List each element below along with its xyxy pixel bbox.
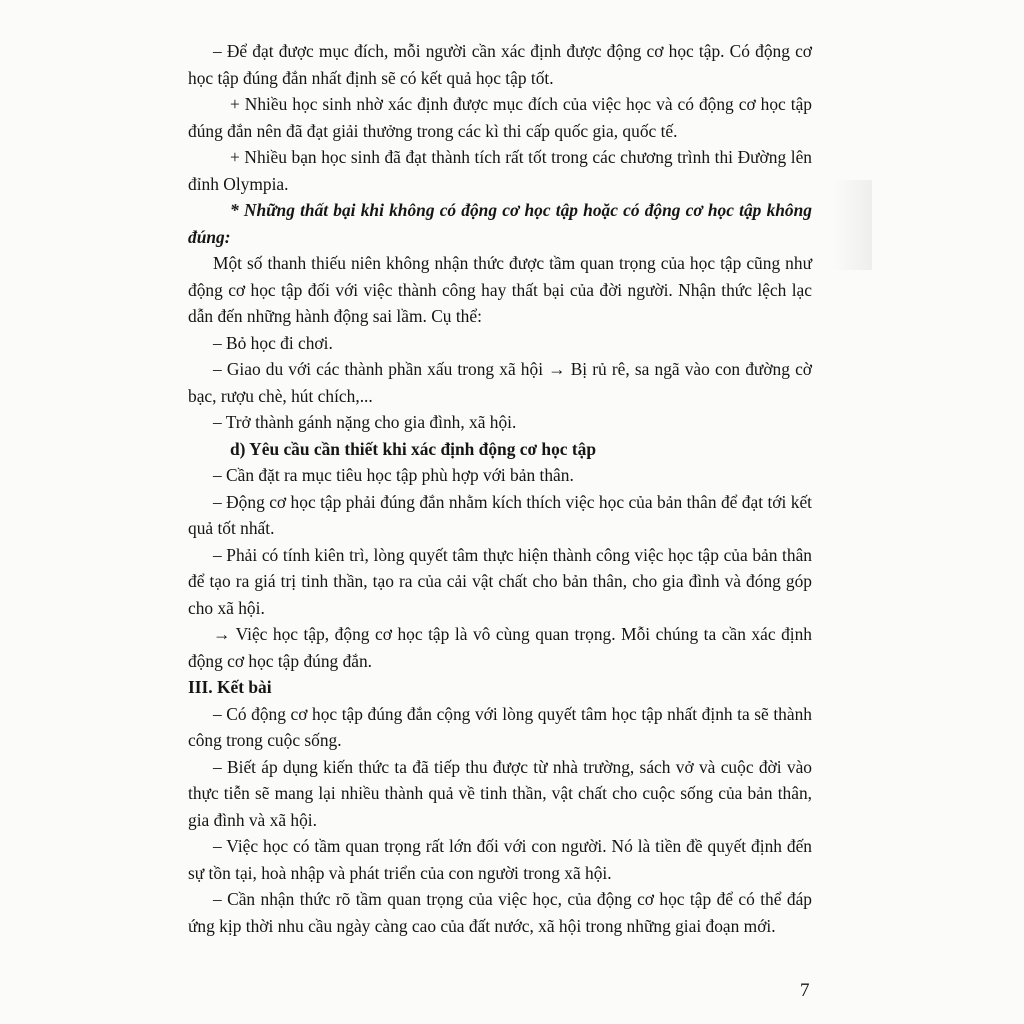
page-body [188,38,812,939]
paragraph-misperception: Một số thanh thiếu niên không nhận thức được tầm quan trọng của học tập cũng như động cơ học tập đối với việc thành công hay thất bại của đời người. Nhận thức lệch lạc dẫn đến những hành động sai lầm. Cụ thể: [188,253,812,326]
section-heading-conclusion: III. Kết bài [188,677,272,697]
subheading-failures: * Những thất bại khi không có động cơ học tập hoặc có động cơ học tập không đúng: [188,200,812,247]
paragraph-goal: – Để đạt được mục đích, mỗi người cần xác định được động cơ học tập. Có động cơ học tập đúng đắn nhất định sẽ có kết quả học tập tốt. [188,41,812,88]
paragraph-awareness: – Cần nhận thức rõ tầm quan trọng của việc học, của động cơ học tập để có thể đáp ứng kịp thời nhu cầu ngày càng cao của đất nước, xã hội trong những giai đoạn mới. [188,889,812,936]
paragraph-national-awards: + Nhiều học sinh nhờ xác định được mục đích của việc học và có động cơ học tập đúng đắn nên đã đạt giải thưởng trong các kì thi cấp quốc gia, quốc tế. [188,94,812,141]
page-edge-shadow [832,180,872,270]
paragraph-skip-school: – Bỏ học đi chơi. [213,332,333,353]
paragraph-apply-knowledge: – Biết áp dụng kiến thức ta đã tiếp thu được từ nhà trường, sách vở và cuộc đời vào thực tiễn sẽ mang lại nhiều thành quả về tinh thần, vật chất cho cuộc sống của bản thân, gia đình và xã hội. [188,756,812,830]
paragraph-perseverance: – Phải có tính kiên trì, lòng quyết tâm thực hiện thành công việc học tập của bản thân để tạo ra giá trị tinh thần, tạo ra của cải vật chất cho bản thân, cho gia đình và đóng góp cho xã hội. [188,544,812,618]
paragraph-right-motivation: – Động cơ học tập phải đúng đắn nhằm kích thích việc học của bản thân để đạt tới kết quả tốt nhất. [188,491,812,538]
paragraph-bad-company: – Giao du với các thành phần xấu trong xã hội → Bị rủ rê, sa ngã vào con đường cờ bạc, rượu chè, hút chích,... [188,359,812,406]
paragraph-burden: – Trở thành gánh nặng cho gia đình, xã hội. [213,412,517,432]
paragraph-conclusion-arrow: → Việc học tập, động cơ học tập là vô cùng quan trọng. Mỗi chúng ta cần xác định động cơ học tập đúng đắn. [188,624,812,671]
page-number: 7 [800,980,810,1001]
section-heading-requirements: d) Yêu cầu cần thiết khi xác định động cơ học tập [230,438,597,459]
paragraph-success: – Có động cơ học tập đúng đắn cộng với lòng quyết tâm học tập nhất định ta sẽ thành công trong cuộc sống. [188,703,812,750]
paragraph-set-goals: – Cần đặt ra mục tiêu học tập phù hợp với bản thân. [213,465,574,485]
paragraph-olympia: + Nhiều bạn học sinh đã đạt thành tích rất tốt trong các chương trình thi Đường lên đỉnh Olympia. [188,147,812,194]
paragraph-importance: – Việc học có tầm quan trọng rất lớn đối với con người. Nó là tiền đề quyết định đến sự tồn tại, hoà nhập và phát triển của con người trong xã hội. [188,836,812,883]
